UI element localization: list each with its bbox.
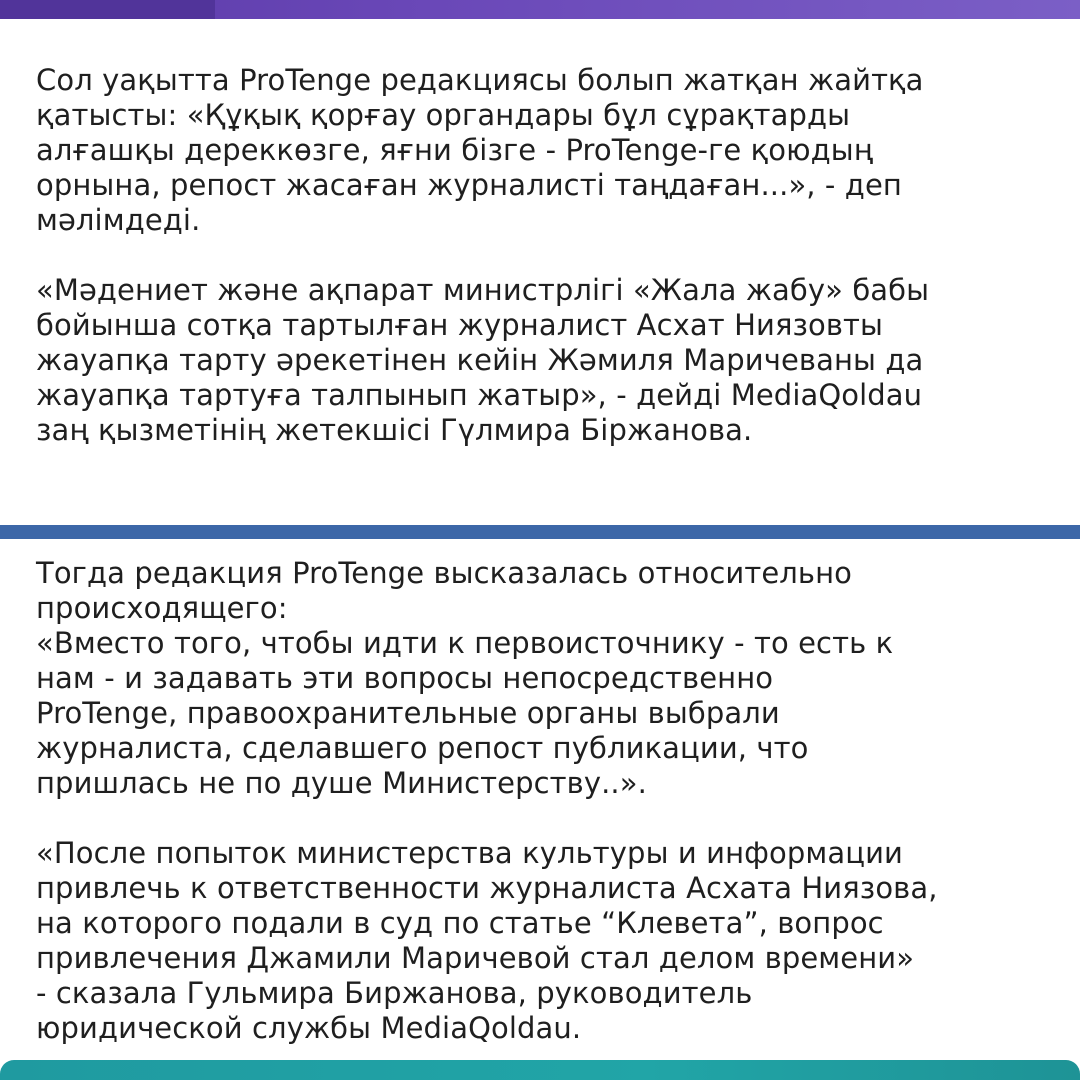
text-line: ProTenge, правоохранительные органы выбрали [36, 696, 780, 730]
text-line: пришлась не по душе Министерству..». [36, 766, 647, 800]
text-line: «После попыток министерства культуры и информации [36, 836, 903, 870]
kazakh-paragraph-1 [36, 63, 1056, 238]
text-line: привлечь к ответственности журналиста Асхата Ниязова, [36, 871, 938, 905]
text-line: қатысты: «Құқық қорғау органдары бұл сұрақтарды [36, 98, 851, 132]
text-line: алғашқы дереккөзге, яғни бізге - ProTenge-ге қоюдың [36, 133, 874, 167]
text-line: происходящего: [36, 591, 288, 625]
text-line: мәлімдеді. [36, 203, 201, 237]
paragraph-gap [36, 238, 1056, 273]
text-line: Тогда редакция ProTenge высказалась относительно [36, 556, 853, 590]
top-accent-bar [0, 0, 1080, 19]
text-line: журналиста, сделавшего репост публикации, что [36, 731, 809, 765]
text-line: нам - и задавать эти вопросы непосредственно [36, 661, 774, 695]
text-line: жауапқа тартуға талпынып жатыр», - дейді MediaQoldau [36, 378, 923, 412]
text-line: бойынша сотқа тартылған журналист Асхат Ниязовты [36, 308, 884, 342]
text-line: привлечения Джамили Маричевой стал делом времени» [36, 941, 915, 975]
paragraph-gap [36, 801, 1056, 836]
russian-paragraph-1 [36, 556, 1056, 801]
russian-paragraph-2 [36, 836, 1056, 1046]
text-line: на которого подали в суд по статье “Клевета”, вопрос [36, 906, 884, 940]
top-accent-bar-shade [0, 0, 215, 19]
text-line: - сказала Гульмира Биржанова, руководитель [36, 976, 753, 1010]
kazakh-text-section [36, 63, 1056, 448]
kazakh-paragraph-2 [36, 273, 1056, 448]
text-line: юридической службы MediaQoldau. [36, 1011, 582, 1045]
text-line: жауапқа тарту әрекетінен кейін Жәмиля Маричеваны да [36, 343, 924, 377]
section-divider [0, 525, 1080, 539]
text-line: «Мәдениет және ақпарат министрлігі «Жала жабу» бабы [36, 273, 930, 307]
russian-text-section [36, 556, 1056, 1046]
text-line: орнына, репост жасаған журналисті таңдаған...», - деп [36, 168, 902, 202]
text-line: Сол уақытта ProTenge редакциясы болып жатқан жайтқа [36, 63, 924, 97]
bottom-accent-bar [0, 1060, 1080, 1080]
text-line: заң қызметінің жетекшісі Гүлмира Біржанова. [36, 413, 753, 447]
text-line: «Вместо того, чтобы идти к первоисточнику - то есть к [36, 626, 894, 660]
